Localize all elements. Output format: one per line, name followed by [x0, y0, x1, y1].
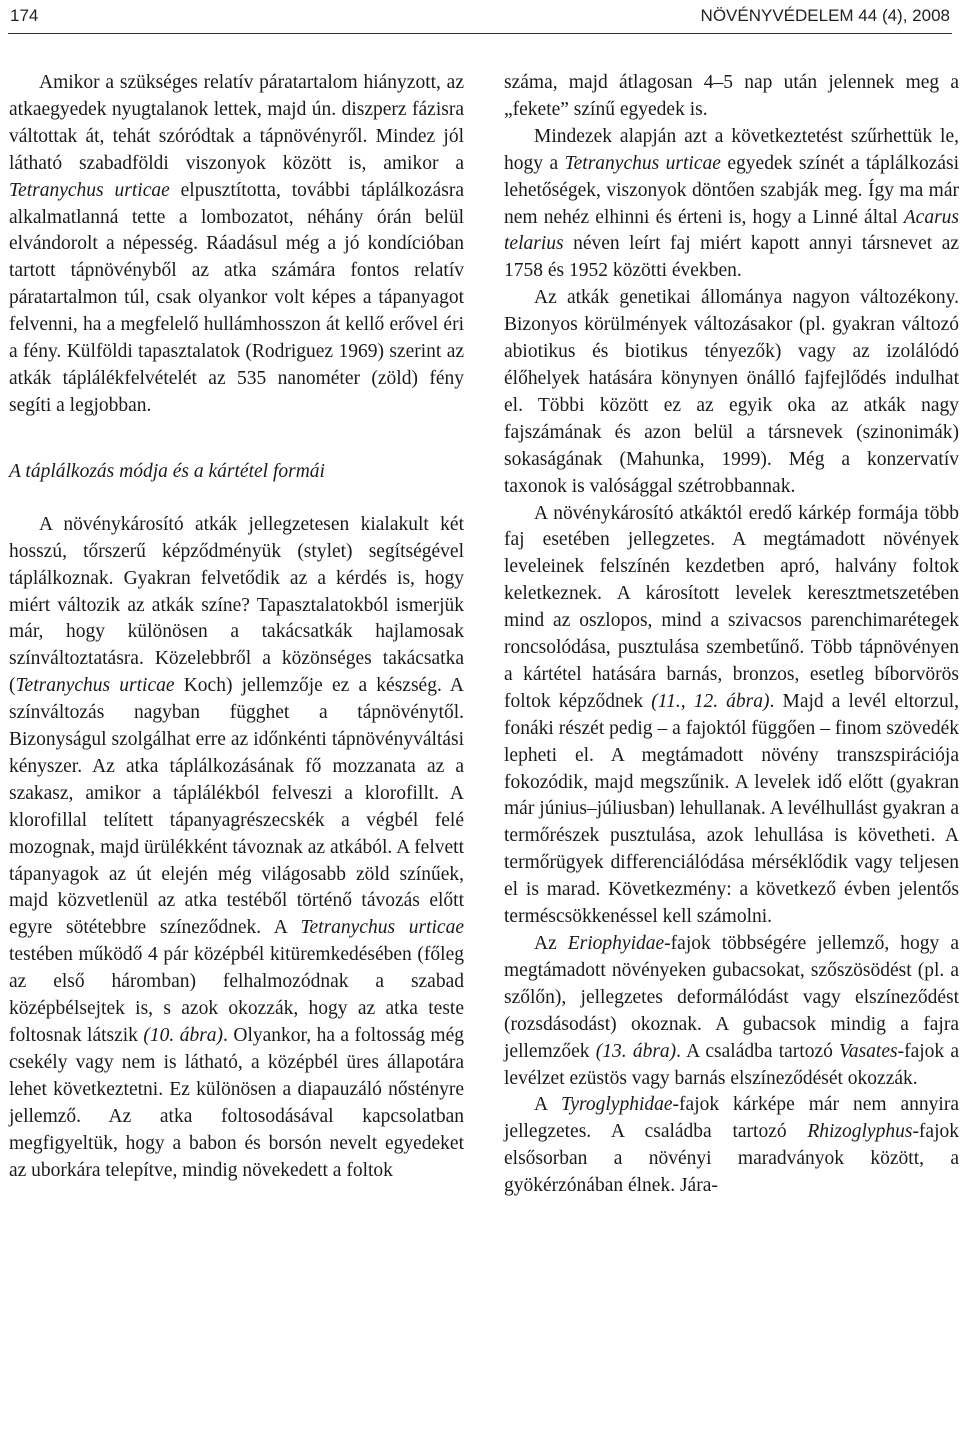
section-heading: A táplálkozás módja és a kártétel formái — [9, 460, 325, 482]
header-rule — [8, 33, 952, 34]
paragraph: A növénykárosító atkák jellegzetesen kialakult két hosszú, tőrszerű képződményük (stylet) segítségével táplálkoznak. Gyakran felvetődik az a kérdés is, hogy miért változik az atkák színe? Tapasztalatokból ismerjük már, hogy különösen a takácsatkák hajlamosak színváltoztatásra. Közelebbről a közönséges takácsatka (Tetranychus urticae Koch) jellemzője ez a készség. A színváltozás nagyban függhet a tápnövénytől. Bizonyságul szolgálhat erre az időnkénti tápnövényváltási kényszer. Az atka táplálkozásának fő mozzanata az a szakasz, amikor a táplálékból felveszi a klorofillt. A klorofillal telített tápanyagrészecskék a végbél felé mozognak, majd ürülékként távoznak az atkából. A felvett tápanyagok az út elején még világosabb zöld színűek, majd közvetlenül az atka testéből történő távozás előtt egyre sötétebbre színeződnek. A Tetranychus urticae testében működő 4 pár középbél kitüremkedésében (főleg az első háromban) felhalmozódnak a szabad középbélsejtek is, s azok okozzák, hogy az atka teste foltosnak látszik (10. ábra). Olyankor, ha a foltosság még csekély vagy nem is látható, a középbél üres állapotára lehet következtetni. Ez különösen a diapauzáló nőstényre jellemző. Az atka foltosodásával kapcsolatban megfigyeltük, hogy a babon és borsón nevelt egyedeket az uborkára telepítve, mindig növekedett a foltok — [9, 513, 464, 1181]
paragraph: Amikor a szükséges relatív páratartalom hiányzott, az atkaegyedek nyugtalanok lettek, majd ún. diszperz fázisra váltottak át, tehát szóródtak a tápnövényről. Mindez jól látható szabadföldi viszonyok között is, amikor a Tetranychus urticae elpusztította, további táplálkozásra alkalmatlanná tette a lombozatot, néhány órán belül elvándorolt a népesség. Ráadásul még a jó kondícióban tartott tápnövényből az atka számára fontos relatív páratartalmon túl, csak olyankor volt képes a tápanyagot felvenni, ha a megfelelő hullámhosszon át kellő erővel éri a fény. Külföldi tapasztalatok (Rodriguez 1969) szerint az atkák táplálékfelvételét az 535 nanométer (zöld) fény segíti a legjobban. — [9, 72, 464, 416]
paragraph: A Tyroglyphidae-fajok kárképe már nem annyira jellegzetes. A családba tartozó Rhizoglyphus-fajok elsősorban a növényi maradványok között, a gyökérzónában élnek. Jára- — [504, 1094, 959, 1197]
paragraph: száma, majd átlagosan 4–5 nap után jelennek meg a „fekete” színű egyedek is. — [504, 72, 959, 120]
left-column — [9, 70, 464, 1184]
paragraph: Mindezek alapján azt a következtetést szűrhettük le, hogy a Tetranychus urticae egyedek színét a táplálkozási lehetőségek, viszonyok döntően szabják meg. Így ma már nem nehéz elhinni és érteni is, hogy a Linné által Acarus telarius néven leírt faj miért kapott annyi társnevet az 1758 és 1952 közötti években. — [504, 125, 960, 282]
paragraph: Az atkák genetikai állománya nagyon változékony. Bizonyos körülmények változásakor (pl. gyakran változó abiotikus és biotikus tényezők) vagy az izolálódó élőhelyek hatására könynyen önálló fajfejlődés indulhat el. Többi között ez az egyik oka az atkák nagy fajszámának és azon belül a társnevek (szinonimák) sokaságának (Mahunka, 1999). Még a konzervatív taxonok is valósággal szétrobbannak. — [504, 287, 959, 497]
right-column — [504, 70, 959, 1200]
paragraph: Az Eriophyidae-fajok többségére jellemző, hogy a megtámadott növényeken gubacsokat, szőszösödést (pl. a szőlőn), jellegzetes deformálódást vagy elszíneződést (rozsdásodást) okoznak. A gubacsok mindig a fajra jellemzőek (13. ábra). A családba tartozó Vasates-fajok a levélzet ezüstös vagy barnás elszíneződését okozzák. — [504, 933, 960, 1089]
paragraph: A növénykárosító atkáktól eredő kárkép formája több faj esetében jellegzetes. A megtámadott növények leveleinek felszínén kezdetben apró, halvány foltok keletkeznek. A károsított levelek keresztmetszetében mind az oszlopos, mind a szivacsos parenchimarétegek roncsolódása, pusztulása szembetűnő. Több tápnövényen a kártétel hatására barnás, bronzos, esetleg bíborvörös foltok képződnek (11., 12. ábra). Majd a levél eltorzul, fonáki részét pedig – a fajoktól függően – finom szövedék lepheti el. A megtámadott növény transzspirációja fokozódik, majd megszűnik. A levelek idő előtt (gyakran már június–júliusban) lehullanak. A levélhullást gyakran a termőrészek pusztulása, azok lehullása is követheti. A termőrügyek differenciálódása mérséklődik vagy teljesen el is marad. Következmény: a következő évben jelentős terméscsökkenéssel kell számolni. — [504, 502, 959, 928]
journal-header: NÖVÉNYVÉDELEM 44 (4), 2008 — [700, 6, 950, 25]
page-number: 174 — [10, 6, 39, 25]
